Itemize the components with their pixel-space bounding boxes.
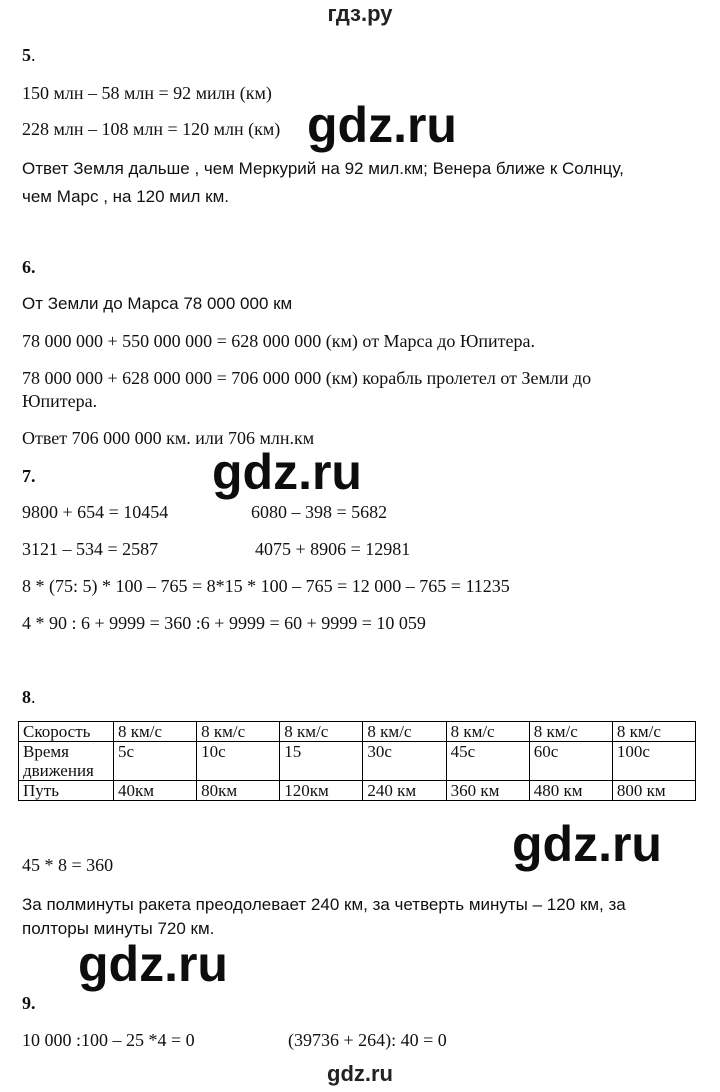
- task-7-expr-1a: 9800 + 654 = 10454: [22, 502, 169, 522]
- table-cell-time-label: [19, 742, 114, 781]
- watermark-4: gdz.ru: [78, 936, 228, 992]
- table-row-speed: [19, 722, 696, 742]
- task-7-expr-2b: 4075 + 8906 = 12981: [255, 539, 411, 559]
- task-8-number-dot: .: [31, 687, 36, 707]
- task-8-text-line-2: полторы минуты 720 км.: [22, 919, 215, 938]
- task-9-expr-1b: (39736 + 264): 40 = 0: [288, 1030, 447, 1050]
- time-label-line-1: Время: [23, 742, 69, 761]
- task-8-number-digit: 8: [22, 687, 31, 707]
- task-6-line-2: 78 000 000 + 550 000 000 = 628 000 000 (км) от Марса до Юпитера.: [22, 331, 536, 351]
- table-cell-time-4: 30с: [363, 742, 446, 781]
- table-row-path: [19, 781, 696, 801]
- task-6-number: 6.: [22, 257, 36, 277]
- table-cell-time-7: 100с: [612, 742, 695, 781]
- task-7-number: 7.: [22, 466, 36, 486]
- task-6-line-3b: Юпитера.: [22, 391, 98, 411]
- table-cell-time-1: 5с: [114, 742, 197, 781]
- task-5-number-dot: .: [31, 45, 36, 65]
- task-7-expr-2a: 3121 – 534 = 2587: [22, 539, 159, 559]
- task-7-expr-4: 4 * 90 : 6 + 9999 = 360 :6 + 9999 = 60 + 9999 = 10 059: [22, 613, 426, 633]
- task-6-line-1: От Земли до Марса 78 000 000 км: [22, 294, 293, 313]
- table-cell-time-6: 60с: [529, 742, 612, 781]
- task-9-number: 9.: [22, 993, 36, 1013]
- table-cell-path-6: 480 км: [529, 781, 612, 801]
- task-5-number-digit: 5: [22, 45, 31, 65]
- table-cell-speed-3: 8 км/с: [280, 722, 363, 742]
- table-cell-path-4: 240 км: [363, 781, 446, 801]
- table-cell-speed-6: 8 км/с: [529, 722, 612, 742]
- site-header: гдз.ру: [327, 1, 393, 26]
- table-row-time: [19, 742, 696, 781]
- speed-table: [18, 721, 696, 801]
- watermark-2: gdz.ru: [212, 444, 362, 500]
- task-5-answer-line-1: Ответ Земля дальше , чем Меркурий на 92 мил.км; Венера ближе к Солнцу,: [22, 159, 624, 178]
- task-5-number: [22, 44, 36, 66]
- task-9-expr-1a: 10 000 :100 – 25 *4 = 0: [22, 1030, 195, 1050]
- site-footer: gdz.ru: [327, 1061, 393, 1086]
- task-6-answer: Ответ 706 000 000 км. или 706 млн.км: [22, 428, 315, 448]
- table-cell-path-1: 40км: [114, 781, 197, 801]
- task-8-number: [22, 686, 36, 708]
- task-5-line-1: 150 млн – 58 млн = 92 милн (км): [22, 83, 272, 103]
- table-cell-path-5: 360 км: [446, 781, 529, 801]
- table-cell-path-2: 80км: [197, 781, 280, 801]
- task-7-expr-3: 8 * (75: 5) * 100 – 765 = 8*15 * 100 – 765 = 12 000 – 765 = 11235: [22, 576, 510, 596]
- time-label-line-2: движения: [23, 761, 94, 780]
- table-cell-time-5: 45с: [446, 742, 529, 781]
- table-cell-speed-label: Скорость: [19, 722, 114, 742]
- watermark-1: gdz.ru: [307, 97, 457, 153]
- table-cell-path-label: Путь: [19, 781, 114, 801]
- task-6-line-3a: 78 000 000 + 628 000 000 = 706 000 000 (км) корабль пролетел от Земли до: [22, 368, 592, 388]
- task-5-line-2: 228 млн – 108 млн = 120 млн (км): [22, 119, 281, 139]
- table-cell-path-3: 120км: [280, 781, 363, 801]
- table-cell-time-2: 10с: [197, 742, 280, 781]
- table-cell-speed-7: 8 км/с: [612, 722, 695, 742]
- table-cell-path-7: 800 км: [612, 781, 695, 801]
- task-8-calc: 45 * 8 = 360: [22, 855, 114, 875]
- table-cell-speed-5: 8 км/с: [446, 722, 529, 742]
- task-5-answer-line-2: чем Марс , на 120 мил км.: [22, 187, 229, 206]
- table-cell-speed-1: 8 км/с: [114, 722, 197, 742]
- task-8-text-line-1: За полминуты ракета преодолевает 240 км, за четверть минуты – 120 км, за: [22, 895, 626, 914]
- table-cell-time-3: 15: [280, 742, 363, 781]
- table-cell-speed-2: 8 км/с: [197, 722, 280, 742]
- table-cell-speed-4: 8 км/с: [363, 722, 446, 742]
- watermark-3: gdz.ru: [512, 816, 662, 872]
- task-7-expr-1b: 6080 – 398 = 5682: [251, 502, 388, 522]
